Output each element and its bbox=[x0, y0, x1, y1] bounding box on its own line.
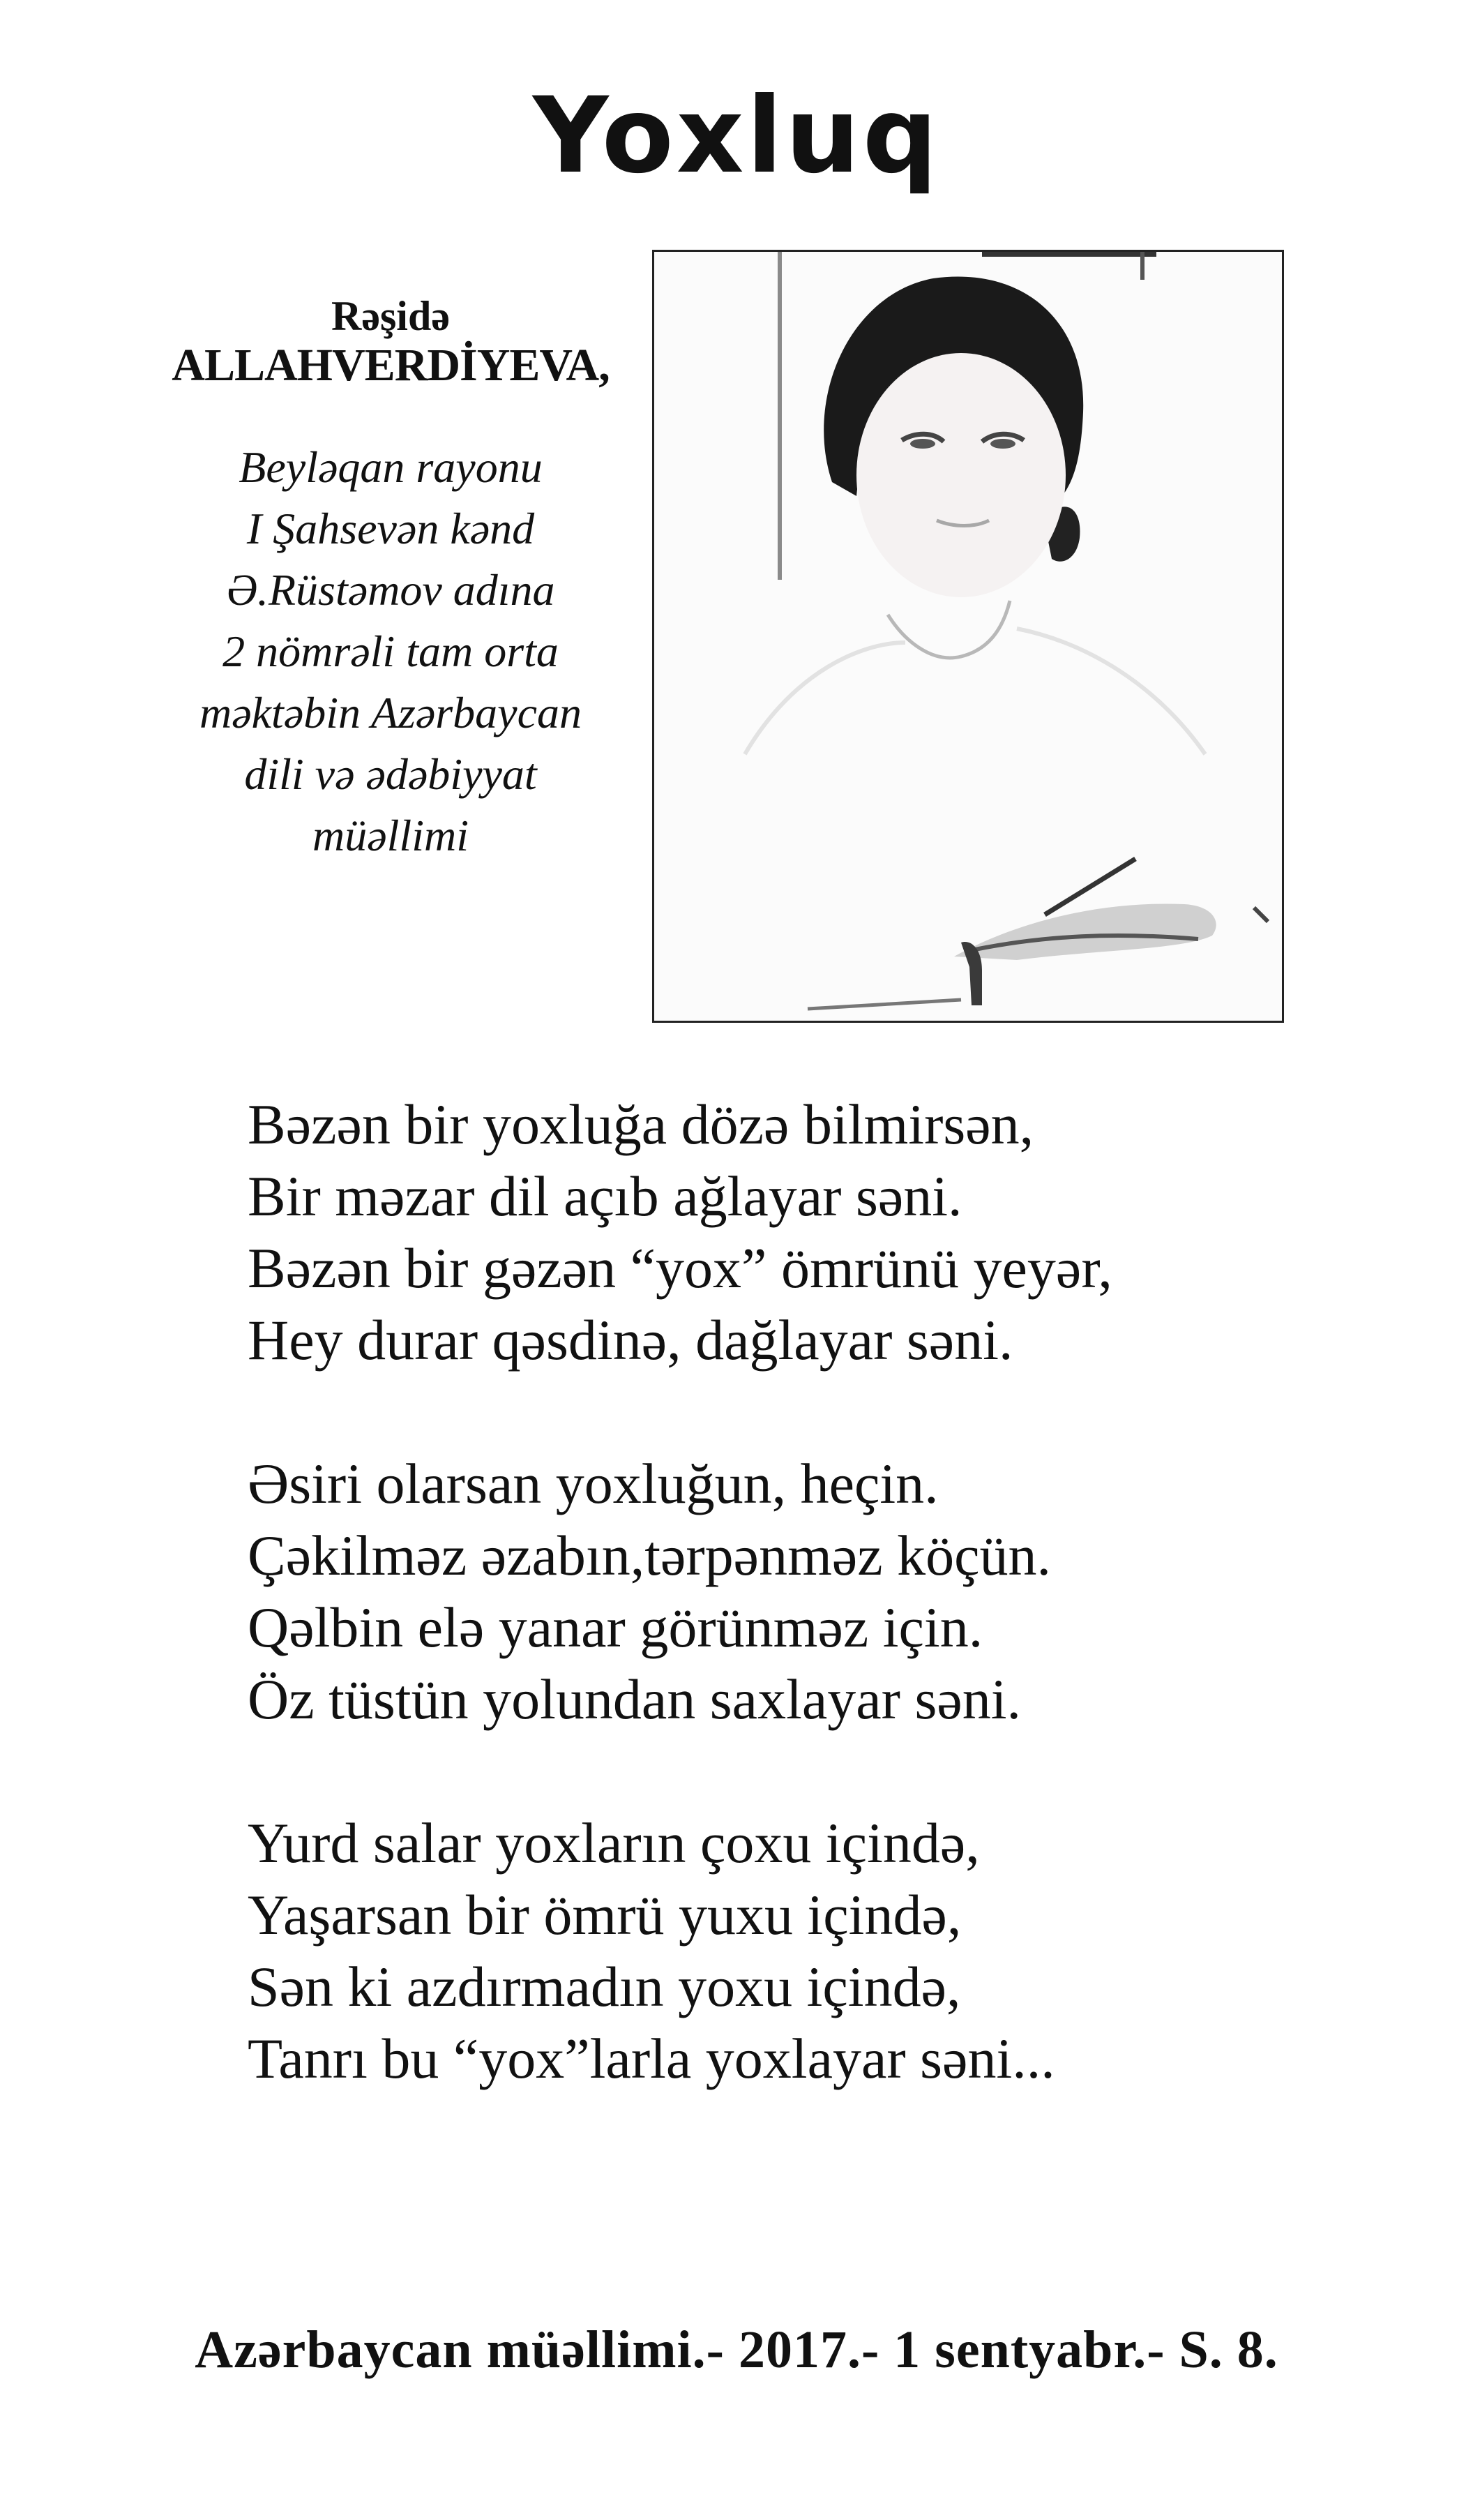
affiliation-line: dili və ədəbiyyat bbox=[244, 749, 537, 799]
poem-line: Öz tüstün yolundan saxlayar səni. bbox=[248, 1667, 1022, 1731]
affiliation-line: 2 nömrəli tam orta bbox=[222, 626, 559, 676]
poem-line: Yurd salar yoxların çoxu içində, bbox=[248, 1811, 980, 1875]
poem-line: Bir məzar dil açıb ağlayar səni. bbox=[248, 1164, 962, 1228]
poem-line: Hey durar qəsdinə, dağlayar səni. bbox=[248, 1308, 1013, 1372]
affiliation-line: Beyləqan rayonu bbox=[239, 442, 543, 492]
author-last-name: ALLAHVERDİYEVA, bbox=[172, 340, 610, 391]
poem-line: Yaşarsan bir ömrü yuxu içində, bbox=[248, 1883, 962, 1947]
poem-line: Tanrı bu “yox”larla yoxlayar səni... bbox=[248, 2027, 1055, 2090]
poem-body bbox=[248, 1088, 1112, 2094]
affiliation-line: I Şahsevən kənd bbox=[246, 503, 535, 553]
poem-line: Bəzən bir yoxluğa dözə bilmirsən, bbox=[248, 1093, 1034, 1156]
author-block bbox=[153, 293, 628, 867]
poem-title: Yoxluq bbox=[532, 75, 941, 197]
author-photo bbox=[652, 250, 1284, 1023]
author-portrait-image bbox=[654, 252, 1282, 1021]
poem-line: Əsiri olarsan yoxluğun, heçin. bbox=[248, 1452, 939, 1515]
affiliation-line: müəllimi bbox=[312, 810, 469, 860]
poem-line: Qəlbin elə yanar görünməz için. bbox=[248, 1596, 983, 1659]
poem-stanza bbox=[248, 1807, 1112, 2094]
poem-line: Sən ki azdırmadın yoxu içində, bbox=[248, 1955, 961, 2018]
poem-stanza bbox=[248, 1448, 1112, 1735]
poem-stanza bbox=[248, 1088, 1112, 1376]
poem-line: Bəzən bir gəzən “yox” ömrünü yeyər, bbox=[248, 1236, 1112, 1300]
affiliation-line: Ə.Rüstəmov adına bbox=[226, 564, 555, 615]
poem-line: Çəkilməz əzabın,tərpənməz köçün. bbox=[248, 1524, 1052, 1587]
affiliation-line: məktəbin Azərbaycan bbox=[199, 687, 582, 737]
source-citation: Azərbaycan müəllimi.- 2017.- 1 sentyabr.- S. 8. bbox=[195, 2320, 1278, 2379]
author-affiliation bbox=[153, 437, 628, 867]
author-first-name: Rəşidə bbox=[331, 293, 450, 339]
